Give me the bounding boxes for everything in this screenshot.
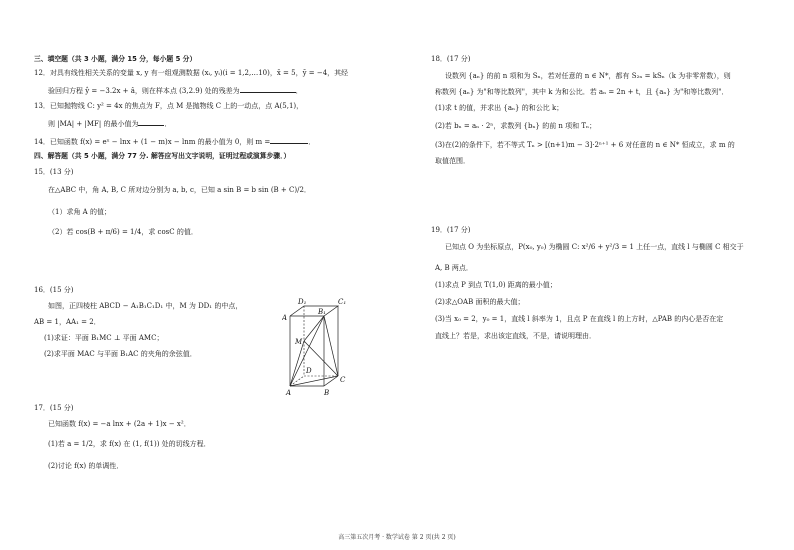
q18-heading: 18．(17 分) xyxy=(431,55,471,63)
q19-part2: (2)求△OAB 面积的最大值； xyxy=(435,298,525,306)
q19-heading: 19．(17 分) xyxy=(431,226,471,234)
label-b1: B₁ xyxy=(318,308,326,316)
label-d: D xyxy=(306,367,312,375)
q15-line1: 在△ABC 中，角 A, B, C 所对边分别为 a, b, c，已知 a sin B = b sin (B + C)/2． xyxy=(48,186,311,194)
segment-b1c xyxy=(324,316,338,376)
q15-part1: （1）求角 A 的值； xyxy=(48,208,111,216)
q18-part3b: 取值范围． xyxy=(435,157,470,165)
q12-line2 xyxy=(48,85,303,96)
q19-part3: (3)当 x₀ = 2，y₀ = 1，直线 l 斜率为 1，且点 P 在直线 l 的上方时，△PAB 的内心是否在定 xyxy=(435,315,724,323)
segment-b1a xyxy=(290,316,324,386)
prism-figure xyxy=(282,298,352,398)
q14-end: ． xyxy=(308,138,316,146)
q17-part2: (2)讨论 f(x) 的单调性． xyxy=(48,462,124,470)
q12-answer-blank xyxy=(240,85,296,93)
q19-part3b: 直线上？若是，求出该定直线，不是，请说明理由． xyxy=(435,332,596,340)
q14-text: 14．已知函数 f(x) = eˣ − lnx + (1 − m)x − lnm 的最小值为 0，则 m = xyxy=(34,138,271,146)
section-4-heading: 四、解答题（共 5 小题，满分 77 分. 解答应写出文字说明，证明过程或演算步骤．） xyxy=(34,152,291,160)
q15-heading: 15．(13 分) xyxy=(34,168,74,176)
q18-part1: (1)求 t 的值，并求出 {aₙ} 的和公比 k； xyxy=(435,104,564,112)
prism-top-face xyxy=(290,306,338,316)
q19-part1: (1)求点 P 到点 T(1,0) 距离的最小值； xyxy=(435,281,557,289)
q12-text: 验回归方程 ŷ = −3.2x + â，则在样本点 (3,2.9) 处的残差为 xyxy=(48,87,240,95)
q16-part1: (1)求证：平面 B₁MC ⊥ 平面 AMC； xyxy=(44,334,164,342)
q18-line1: 设数列 {aₙ} 的前 n 项和为 Sₙ，若对任意的 n ∈ N*，都有 S₂ₙ = kSₙ（k 为非零常数），则 xyxy=(445,72,731,80)
label-a: A xyxy=(286,389,292,397)
q17-line1: 已知函数 f(x) = −a lnx + (2a + 1)x − x²． xyxy=(48,420,191,428)
q12-line1: 12．对具有线性相关关系的变量 x, y 有一组观测数据 (xᵢ, yᵢ)(i = 1,2,…10)，x̄ = 5，ȳ = −4，其经 xyxy=(34,69,349,77)
label-d1: D₁ xyxy=(298,298,307,306)
q17-part1: (1)若 a = 1/2，求 f(x) 在 (1, f(1)) 处的切线方程． xyxy=(48,440,211,448)
q16-line1: 如图，正四棱柱 ABCD − A₁B₁C₁D₁ 中，M 为 DD₁ 的中点， xyxy=(48,302,243,310)
q17-heading: 17．(15 分) xyxy=(34,404,74,412)
q13-end: ． xyxy=(164,120,172,128)
q16-part2: (2)求平面 MAC 与平面 B₁AC 的夹角的余弦值． xyxy=(44,350,197,358)
segment-ma xyxy=(290,341,304,386)
q16-heading: 16．(15 分) xyxy=(34,286,74,294)
q19-line2: A, B 两点． xyxy=(435,264,473,272)
q18-line2: 称数列 {aₙ} 为"和等比数列"，其中 k 为和公比．若 aₙ = 2n + t，且 {aₙ} 为"和等比数列"． xyxy=(435,88,729,96)
label-b: B xyxy=(324,389,330,397)
q16-line2: AB = 1，AA₁ = 2． xyxy=(34,318,101,326)
q18-part3: (3)在(2)的条件下，若不等式 Tₙ > [(n+1)m − 3]·2ⁿ⁺¹ + 6 对任意的 n ∈ N* 恒成立，求 m 的 xyxy=(435,141,735,149)
section-3-heading: 三、填空题（共 3 小题，满分 15 分，每小题 5 分） xyxy=(34,55,197,63)
label-c: C xyxy=(340,376,346,384)
q15-part2: （2）若 cos(B + π/6) = 1/4，求 cosC 的值． xyxy=(48,228,198,236)
label-c1: C₁ xyxy=(338,298,347,306)
q19-line1: 已知点 O 为坐标原点，P(x₀, y₀) 为椭圆 C: x²/6 + y²/3 = 1 上任一点，直线 l 与椭圆 C 相交于 xyxy=(445,243,744,251)
q13-line2 xyxy=(48,118,171,129)
q14-line1 xyxy=(34,136,315,147)
q14-answer-blank xyxy=(270,136,308,144)
q13-text: 则 |MA| + |MF| 的最小值为 xyxy=(48,120,139,128)
page-footer: 高三第五次月考 · 数学试卷 第 2 页(共 2 页) xyxy=(338,534,456,541)
q13-answer-blank xyxy=(138,118,164,126)
q13-line1: 13．已知抛物线 C: y² = 4x 的焦点为 F，点 M 是抛物线 C 上的一动点，点 A(5,1)， xyxy=(34,102,304,110)
label-a1: A xyxy=(282,314,288,322)
label-m: M xyxy=(295,338,303,346)
q18-part2: (2)若 bₙ = aₙ · 2ⁿ，求数列 {bₙ} 的前 n 项和 Tₙ； xyxy=(435,122,597,130)
q12-end: ． xyxy=(295,87,303,95)
